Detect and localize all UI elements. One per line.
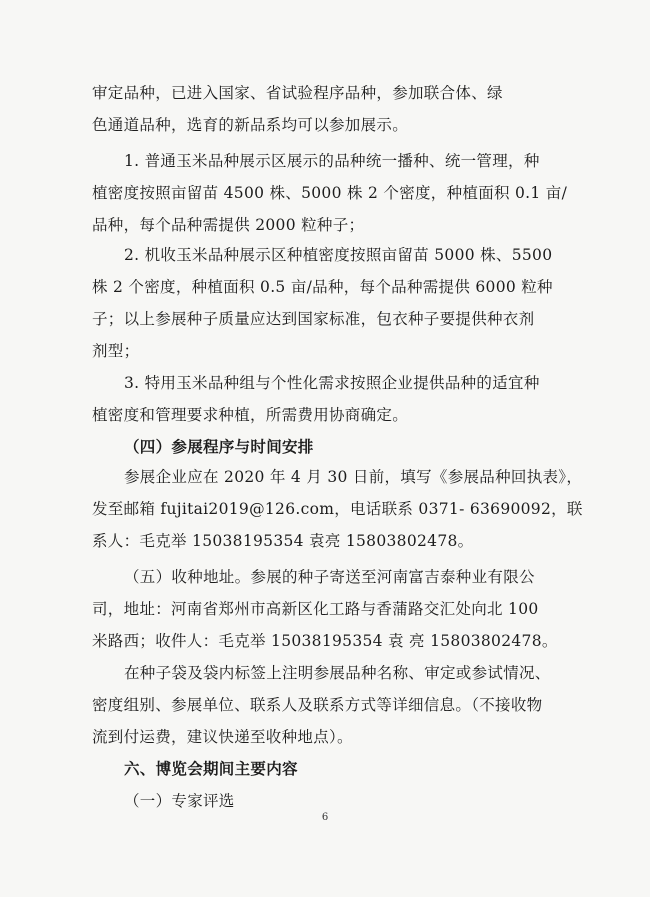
text-line: 色通道品种，选育的新品系均可以参加展示。 (92, 116, 409, 134)
text-line: 系人：毛克举 15038195354 袁亮 15803802478。 (92, 532, 474, 550)
text-line: 审定品种，已进入国家、省试验程序品种，参加联合体、绿 (92, 84, 503, 102)
text-line: 1. 普通玉米品种展示区展示的品种统一播种、统一管理，种 (124, 152, 540, 170)
section-heading: （四）参展程序与时间安排 (124, 437, 314, 456)
text-line: 密度组别、参展单位、联系人及联系方式等详细信息。（不接收物 (92, 696, 543, 714)
text-line: 司，地址：河南省郑州市高新区化工路与香蒲路交汇处向北 100 (92, 600, 539, 618)
text-line: 米路西；收件人：毛克举 15038195354 袁 亮 15803802478。 (92, 632, 558, 650)
text-line: 株 2 个密度，种植面积 0.5 亩/品种，每个品种需提供 6000 粒种 (92, 278, 553, 296)
text-line: 发至邮箱 fujitai2019@126.com，电话联系 0371- 63690092，联 (92, 500, 583, 518)
text-line: 剂型； (92, 342, 140, 360)
text-line: 3. 特用玉米品种组与个性化需求按照企业提供品种的适宜种 (124, 374, 540, 392)
text-line: 2. 机收玉米品种展示区种植密度按照亩留苗 5000 株、5500 (124, 246, 553, 264)
page-number: 6 (321, 812, 329, 823)
subsection-heading: （一）专家评选 (124, 792, 235, 810)
text-line: 参展企业应在 2020 年 4 月 30 日前，填写《参展品种回执表》， (124, 468, 583, 486)
section-heading: 六、博览会期间主要内容 (124, 759, 298, 778)
text-line: 植密度按照亩留苗 4500 株、5000 株 2 个密度，种植面积 0.1 亩/ (92, 184, 568, 202)
text-line: 植密度和管理要求种植，所需费用协商确定。 (92, 406, 409, 424)
text-line: 流到付运费，建议快递至收种地点）。 (92, 728, 353, 746)
text-line: 品种，每个品种需提供 2000 粒种子； (92, 216, 365, 234)
text-line: （五）收种地址。参展的种子寄送至河南富吉泰种业有限公 (124, 568, 535, 586)
text-line: 子；以上参展种子质量应达到国家标准，包衣种子要提供种衣剂 (92, 310, 535, 328)
text-line: 在种子袋及袋内标签上注明参展品种名称、审定或参试情况、 (124, 664, 551, 682)
